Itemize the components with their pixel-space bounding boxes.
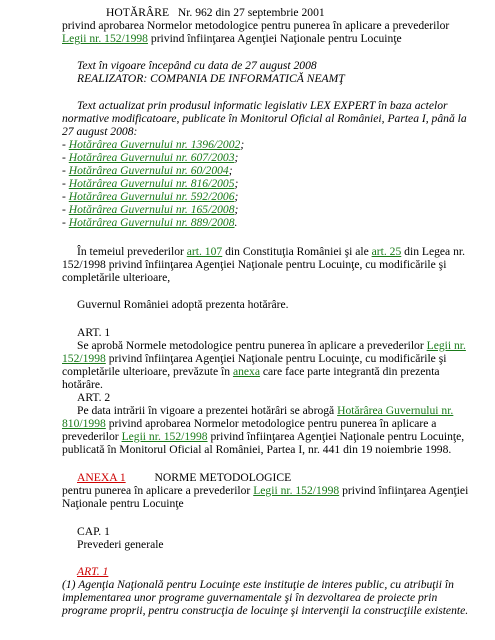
update-note-line-3: 27 august 2008: — [62, 125, 138, 138]
law-152-link-a[interactable]: Legii nr. — [426, 339, 466, 352]
annex-1-link[interactable]: ANEXA 1 — [77, 471, 126, 484]
amendment-item: - Hotărârea Guvernului nr. 60/2004; — [62, 164, 233, 177]
anexa-link[interactable]: anexa — [232, 365, 260, 378]
producer-text: REALIZATOR: COMPANIA DE INFORMATICĂ NEAMŢ — [77, 72, 345, 85]
decision-subject-line: privind aprobarea Normelor metodologice pentru punerea în aplicare a prevederilor — [62, 19, 450, 32]
decision-subject-line-2: Legii nr. 152/1998 privind înfiinţarea Agenţiei Naţionale pentru Locuinţe — [62, 32, 402, 45]
amendment-item: - Hotărârea Guvernului nr. 816/2005; — [62, 177, 239, 190]
preamble-line-3: completările ulterioare, — [62, 271, 171, 284]
art-1-line-4: hotărâre. — [62, 378, 103, 391]
art-107-link[interactable]: art. 107 — [186, 245, 223, 258]
annex-art-1-line-3: programe proprii, pentru construcţia de locuinţe şi intervenţii la construcţiile existente. — [62, 604, 469, 617]
art-1-line-2: 152/1998 privind înfiinţarea Agenţiei Naţionale pentru Locuinţe, cu modificările şi — [62, 352, 447, 365]
amendment-link-60-2004[interactable]: Hotărârea Guvernului nr. 60/2004 — [68, 164, 229, 177]
art-2-line-1: Pe data intrării în vigoare a prezentei hotărâri se abrogă Hotărârea Guvernului nr. — [77, 404, 454, 417]
amendment-item: - Hotărârea Guvernului nr. 592/2006; — [62, 190, 239, 203]
art-1-line-3: completările ulterioare, prevăzute în anexa care face parte integrantă din prezenta — [62, 365, 440, 378]
annex-subtitle-line-1: pentru punerea în aplicare a prevederilor Legii nr. 152/1998 privind înfiinţarea Agenţiei — [62, 484, 469, 497]
annex-art-1-link[interactable]: ART. 1 — [77, 565, 109, 578]
amendment-link-165-2008[interactable]: Hotărârea Guvernului nr. 165/2008 — [68, 203, 235, 216]
art-1-line-1: Se aprobă Normele metodologice pentru punerea în aplicare a prevederilor Legii nr. — [77, 339, 466, 352]
annex-subtitle-line-2: Naţionale pentru Locuinţe — [62, 497, 184, 510]
amendment-link-592-2006[interactable]: Hotărârea Guvernului nr. 592/2006 — [68, 190, 235, 203]
amendment-link-816-2005[interactable]: Hotărârea Guvernului nr. 816/2005 — [68, 177, 235, 190]
annex-art-1-heading — [77, 565, 108, 579]
in-force-text: Text în vigoare începând cu data de 27 august 2008 — [77, 59, 317, 72]
chapter-title: Prevederi generale — [77, 538, 164, 551]
update-note-line-1: Text actualizat prin produsul informatic legislativ LEX EXPERT în baza actelor — [77, 99, 448, 112]
art-2-heading: ART. 2 — [77, 391, 111, 404]
amendment-item: - Hotărârea Guvernului nr. 889/2008. — [62, 216, 238, 229]
amendment-link-889-2008[interactable]: Hotărârea Guvernului nr. 889/2008 — [68, 216, 235, 229]
amendment-link-607-2003[interactable]: Hotărârea Guvernului nr. 607/2003 — [68, 151, 235, 164]
preamble-line-2: 152/1998 privind înfiinţarea Agenţiei Naţionale pentru Locuinţe, cu modificările şi — [62, 258, 447, 271]
hg-810-link-b[interactable]: 810/1998 — [62, 417, 106, 430]
art-2-line-4: publicată în Monitorul Oficial al României, Partea I, nr. 441 din 19 noiembrie 1998. — [62, 443, 452, 456]
annex-art-1-line-1: (1) Agenţia Naţională pentru Locuinţe este instituţie de interes public, cu atribuţii în — [62, 578, 454, 591]
art-25-link[interactable]: art. 25 — [371, 245, 402, 258]
amendment-item: - Hotărârea Guvernului nr. 1396/2002; — [62, 138, 245, 151]
amendment-item: - Hotărârea Guvernului nr. 165/2008; — [62, 203, 239, 216]
annex-heading: ANEXA 1 NORME METODOLOGICE — [77, 471, 292, 484]
law-152-annex-link[interactable]: Legii nr. 152/1998 — [253, 484, 340, 497]
law-152-1998-link[interactable]: Legii nr. 152/1998 — [62, 32, 148, 45]
art-2-line-2: 810/1998 privind aprobarea Normelor metodologice pentru punerea în aplicare a — [62, 417, 437, 430]
government-adopts: Guvernul României adoptă prezenta hotărâre. — [77, 298, 289, 311]
law-152-link-b[interactable]: 152/1998 — [62, 352, 106, 365]
chapter-heading: CAP. 1 — [77, 525, 110, 538]
law-152-link[interactable]: Legii nr. 152/1998 — [121, 430, 208, 443]
annex-art-1-line-2: implementarea unor programe guvernamentale şi în dezvoltarea de proiecte prin — [62, 591, 438, 604]
art-2-line-3: prevederilor Legii nr. 152/1998 privind înfiinţarea Agenţiei Naţionale pentru Locuinţe, — [62, 430, 465, 443]
hg-810-link-a[interactable]: Hotărârea Guvernului nr. — [337, 404, 454, 417]
preamble-line-1: În temeiul prevederilor art. 107 din Constituţia României şi ale art. 25 din Legea nr. — [77, 245, 466, 258]
decision-title: HOTĂRÂRE Nr. 962 din 27 septembrie 2001 — [106, 6, 325, 19]
amendment-item: - Hotărârea Guvernului nr. 607/2003; — [62, 151, 239, 164]
art-1-heading: ART. 1 — [77, 326, 111, 339]
update-note-line-2: normative modificatoare, publicate în Monitorul Oficial al României, Partea I, până la — [62, 112, 467, 125]
amendment-link-1396-2002[interactable]: Hotărârea Guvernului nr. 1396/2002 — [68, 138, 241, 151]
